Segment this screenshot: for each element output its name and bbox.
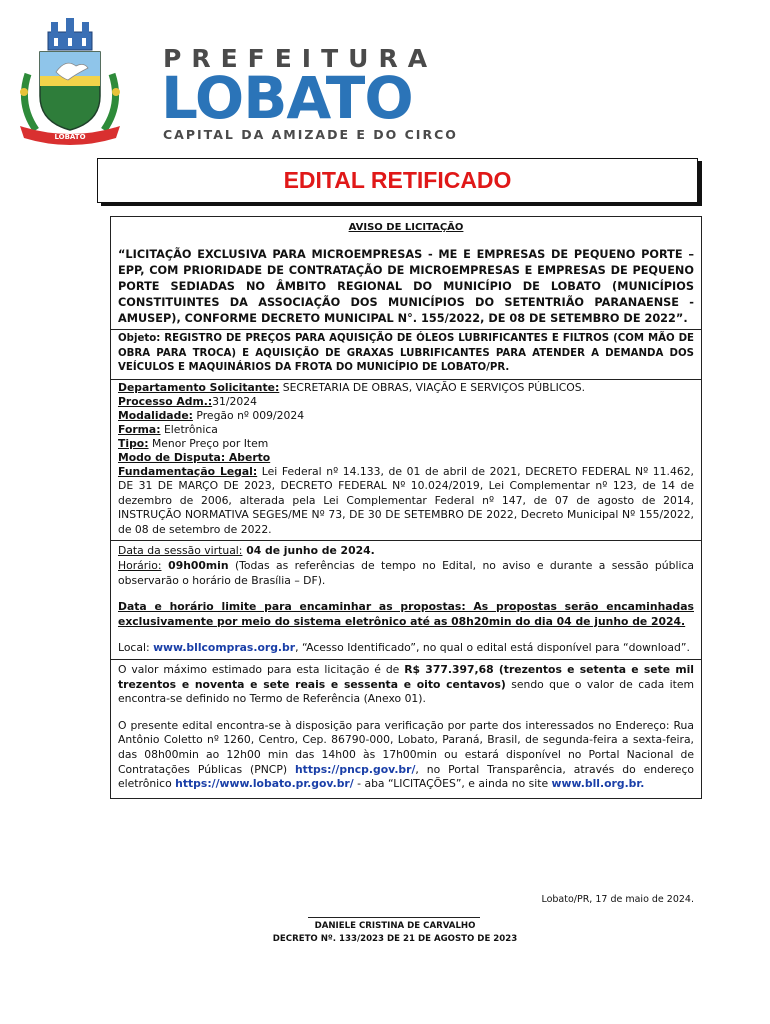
field-value: Pregão nº 009/2024 [192,408,305,422]
field-label: Processo Adm.: [118,394,213,408]
value-amount: R$ 377.397,68 (trezentos e setenta e sete mil trezentos e noventa e sete reais e sessenta e oito centavos) [118,663,694,691]
signer-name: DANIELE CRISTINA DE CARVALHO [314,921,476,931]
field-processo [118,395,694,409]
bll-compras-link[interactable]: www.bllcompras.org.br [153,641,296,655]
notice-heading: AVISO DE LICITAÇÃO [348,222,464,233]
availability-text [118,719,694,792]
brand-prefeitura: PREFEITURA [163,44,438,73]
field-value: 31/2024 [212,394,258,408]
lobato-portal-link[interactable]: https://www.lobato.pr.gov.br/ [175,777,354,791]
document-title: EDITAL RETIFICADO [283,167,512,193]
fields-section [111,379,701,541]
document-title-box [97,158,698,203]
signature-date: Lobato/PR, 17 de maio de 2024. [541,894,694,905]
object-section [111,329,701,379]
availability-part: , no Portal Transparência, através do endereço eletrônico [118,762,694,791]
location-rest: , “Acesso Identificado”, no qual o edital está disponível para “download”. [295,641,690,655]
field-label: Modalidade: [118,408,193,422]
signer-decree: DECRETO Nº. 133/2023 DE 21 DE AGOSTO DE 2023 [272,934,518,944]
municipal-coat-of-arms-icon [14,14,126,146]
session-location [118,641,694,656]
field-value: Menor Preço por Item [148,436,269,450]
object-label: Objeto: [118,333,161,344]
field-value: SECRETARIA DE OBRAS, VIAÇÃO E SERVIÇOS PÚBLICOS. [279,380,586,394]
field-modalidade [118,409,694,423]
field-label: Forma: [118,422,161,436]
field-value: Lei Federal nº 14.133, de 01 de abril de 2021, DECRETO FEDERAL Nº 11.462, DE 31 DE MARÇO DE 2023, DECRETO FEDERAL Nº 10.024/2019, Lei Complementar nº 123, de 14 de dezembro de 2006, alterada pela Lei Complementar Federal nº 147, de 07 de agosto de 2014, INSTRUÇÃO NORMATIVA SEGES/ME Nº 73, DE 30 DE SETEMBRO DE 2022, Decreto Municipal Nº 155/2022, de 08 de setembro de 2022. [118,464,694,536]
session-time-note: (Todas as referências de tempo no Edital, no aviso e durante a sessão pública observarão o horário de Brasília – DF). [118,559,695,587]
value-prefix: O valor máximo estimado para esta licitação é de [118,663,405,677]
availability-part: O presente edital encontra-se à disposição para verificação por parte dos interessados no Endereço: Rua Antônio Coletto nº 1260, Centro, Cep. 86790-000, Lobato, Paraná, Brasil, de segunda-feira a sexta-feira, das 08h00min ao 12h00 min das 14h00 às 17h00min ou estará disponível no Portal Nacional de Contratações Públicas (PNCP) [118,718,694,776]
field-tipo [118,437,694,451]
session-time-value: 09h00min [161,559,229,573]
bidding-description: “LICITAÇÃO EXCLUSIVA PARA MICROEMPRESAS - ME E EMPRESAS DE PEQUENO PORTE – EPP, COM PRIORIDADE DE CONTRATAÇÃO DE MICROEMPRESAS E EMPRESAS DE PEQUENO PORTE SEDIADAS NO ÂMBITO REGIONAL DO MUNICÍPIO DE LOBATO (MUNICÍPIOS CONSTITUINTES DA ASSOCIAÇÃO DOS MUNICÍPIOS DO SETENTRIÃO PARANAENSE - AMUSEP), CONFORME DECRETO MUNICIPAL N°. 155/2022, DE 08 DE SETEMBRO DE 2022”. [118,248,694,325]
location-label: Local: [118,641,154,655]
field-modo [118,451,694,465]
svg-text:LOBATO: LOBATO [54,133,86,141]
proposal-deadline: Data e horário limite para encaminhar as propostas: As propostas serão encaminhadas exclusivamente por meio do sistema eletrônico até as 08h20min do dia 04 de junho de 2024. [118,600,694,628]
field-forma [118,423,694,437]
field-label: Fundamentação Legal: [118,464,258,478]
signature-line [308,917,480,918]
field-departamento [118,381,694,395]
field-label: Departamento Solicitante: [118,380,280,394]
brand-slogan: CAPITAL DA AMIZADE E DO CIRCO [163,127,458,142]
brand-lobato: LOBATO [161,64,413,132]
field-label: Tipo: [118,436,149,450]
session-time [118,559,694,588]
field-value: Eletrônica [160,422,218,436]
value-section [111,659,701,798]
field-fundamentacao [118,465,694,538]
notice-table [110,216,702,799]
session-time-label: Horário: [118,559,162,573]
notice-heading-section [111,217,701,329]
pncp-link[interactable]: https://pncp.gov.br/ [295,762,416,776]
session-date-label: Data da sessão virtual: [118,544,243,558]
session-date [118,544,694,559]
session-section [111,540,701,659]
availability-part: - aba “LICITAÇÕES”, e ainda no site [353,777,552,791]
session-date-value: 04 de junho de 2024. [242,544,375,558]
object-text: REGISTRO DE PREÇOS PARA AQUISIÇÃO DE ÓLEOS LUBRIFICANTES E FILTROS (COM MÃO DE OBRA PARA TROCA) E AQUISIÇÃO DE GRAXAS LUBRIFICANTES PARA ATENDER A DEMANDA DOS VEÍCULOS E MAQUINÁRIOS DA FROTA DO MUNICÍPIO DE LOBATO/PR. [118,333,694,373]
bll-site-link[interactable]: www.bll.org.br. [551,777,645,791]
value-suffix: sendo que o valor de cada item encontra-se definido no Termo de Referência (Anexo 01). [118,677,694,706]
estimated-value [118,663,694,707]
field-label: Modo de Disputa: Aberto [118,450,271,464]
